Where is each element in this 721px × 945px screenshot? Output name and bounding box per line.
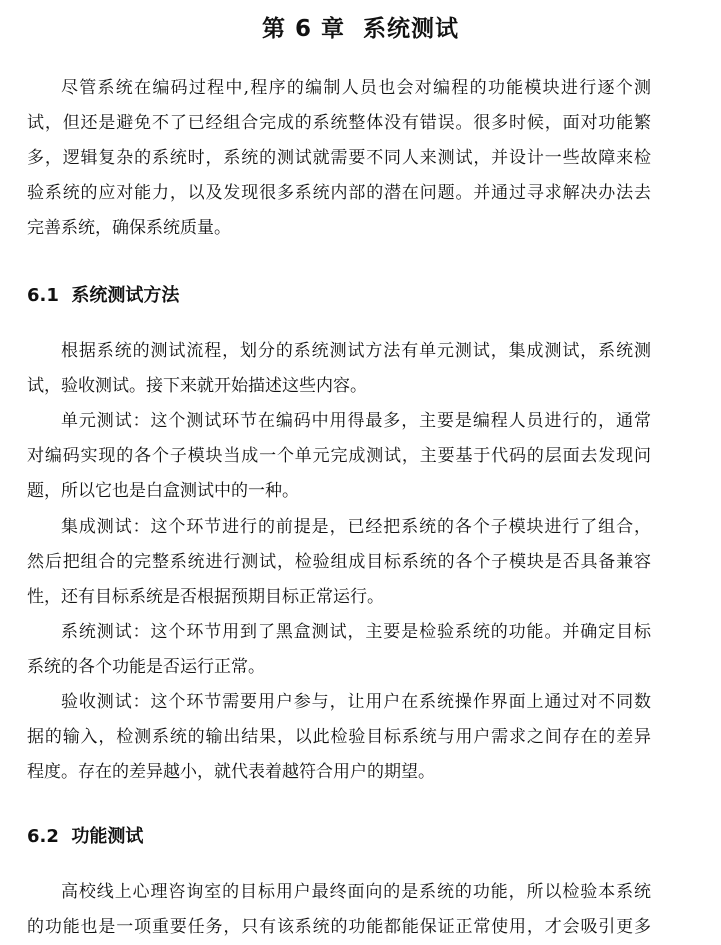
intro-line-5: 完善系统，确保系统质量。	[27, 218, 231, 238]
s61-p3-line-1: 集成测试：这个环节进行的前提是，已经把系统的各个子模块进行了组合，	[61, 517, 651, 537]
section-6-1-paragraph-unit-test	[27, 404, 651, 509]
s61-p3-line-2: 然后把组合的完整系统进行测试，检验组成目标系统的各个子模块是否具备兼容	[27, 552, 651, 572]
s61-p2-line-3: 题，所以它也是白盒测试中的一种。	[27, 481, 299, 501]
intro-line-2: 试，但还是避免不了已经组合完成的系统整体没有错误。很多时候，面对功能繁	[27, 113, 651, 133]
s61-p1-line-1: 根据系统的测试流程，划分的系统测试方法有单元测试，集成测试，系统测	[61, 341, 651, 361]
s61-p4-line-2: 系统的各个功能是否运行正常。	[27, 657, 265, 677]
intro-line-3: 多，逻辑复杂的系统时，系统的测试就需要不同人来测试，并设计一些故障来检	[27, 148, 651, 168]
section-6-2-heading: 6.2 功能测试	[27, 826, 144, 847]
s61-p5-line-3: 程度。存在的差异越小，就代表着越符合用户的期望。	[27, 762, 435, 782]
s61-p3-line-3: 性，还有目标系统是否根据预期目标正常运行。	[27, 587, 384, 607]
s62-p1-line-2: 的功能也是一项重要任务，只有该系统的功能都能保证正常使用，才会吸引更多	[27, 917, 651, 937]
section-6-2-paragraph-1	[27, 875, 651, 945]
section-6-1-paragraph-1	[27, 334, 651, 404]
s61-p1-line-2: 试，验收测试。接下来就开始描述这些内容。	[27, 376, 367, 396]
s62-p1-line-1: 高校线上心理咨询室的目标用户最终面向的是系统的功能，所以检验本系统	[61, 882, 651, 902]
s61-p4-line-1: 系统测试：这个环节用到了黑盒测试，主要是检验系统的功能。并确定目标	[61, 622, 651, 642]
s61-p2-line-1: 单元测试：这个测试环节在编码中用得最多，主要是编程人员进行的，通常	[61, 411, 651, 431]
s61-p2-line-2: 对编码实现的各个子模块当成一个单元完成测试，主要基于代码的层面去发现问	[27, 446, 651, 466]
section-6-1-paragraph-system-test	[27, 615, 651, 685]
chapter-title: 第 6 章 系统测试	[261, 16, 460, 42]
section-6-1-paragraph-acceptance-test	[27, 685, 651, 790]
intro-line-1: 尽管系统在编码过程中,程序的编制人员也会对编程的功能模块进行逐个测	[61, 78, 651, 98]
s61-p5-line-2: 据的输入，检测系统的输出结果，以此检验目标系统与用户需求之间存在的差异	[27, 727, 651, 747]
section-6-1-paragraph-integration-test	[27, 510, 651, 615]
section-6-1-heading: 6.1 系统测试方法	[27, 285, 180, 306]
s61-p5-line-1: 验收测试：这个环节需要用户参与，让用户在系统操作界面上通过对不同数	[61, 692, 651, 712]
intro-paragraph	[27, 71, 651, 246]
intro-line-4: 验系统的应对能力，以及发现很多系统内部的潜在问题。并通过寻求解决办法去	[27, 183, 651, 203]
